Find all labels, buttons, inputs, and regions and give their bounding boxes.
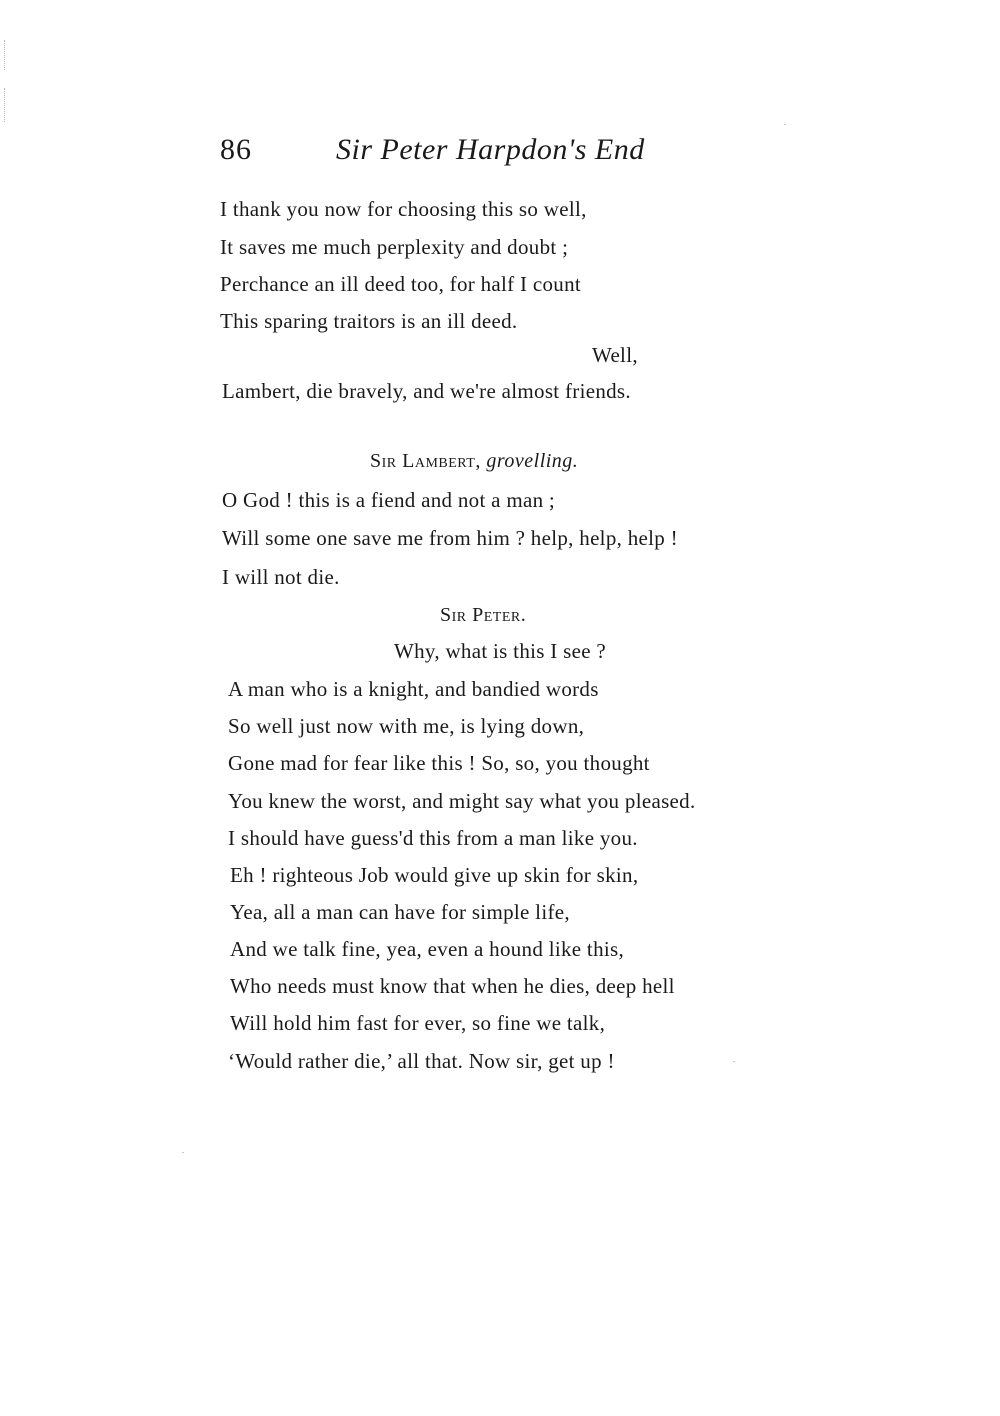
scan-speck	[182, 1152, 184, 1153]
scan-speck	[784, 124, 786, 125]
verse-line: Well,	[592, 343, 638, 367]
verse-line: ‘Would rather die,’ all that. Now sir, get up !	[228, 1049, 615, 1073]
page-header	[220, 133, 680, 177]
margin-scan-mark	[4, 88, 6, 122]
verse-line: Who needs must know that when he dies, deep hell	[230, 974, 675, 998]
verse-line: A man who is a knight, and bandied words	[228, 677, 599, 701]
speaker-name: Sir Peter.	[440, 604, 527, 626]
verse-line: Lambert, die bravely, and we're almost friends.	[222, 379, 631, 403]
verse-line: Will hold him fast for ever, so fine we talk,	[230, 1011, 606, 1035]
stage-direction: grovelling.	[486, 450, 579, 472]
verse-line: Gone mad for fear like this ! So, so, you thought	[228, 751, 650, 775]
speaker-heading	[440, 604, 526, 627]
verse-line: It saves me much perplexity and doubt ;	[220, 235, 569, 259]
verse-line: I should have guess'd this from a man like you.	[228, 826, 638, 850]
verse-line: Why, what is this I see ?	[394, 639, 607, 663]
running-title: Sir Peter Harpdon's End	[336, 133, 645, 166]
scan-speck	[733, 1061, 735, 1062]
verse-line: Eh ! righteous Job would give up skin for skin,	[230, 863, 639, 887]
page-number: 86	[220, 133, 252, 166]
speaker-heading	[370, 450, 578, 473]
verse-line: You knew the worst, and might say what you pleased.	[228, 789, 696, 813]
verse-line: Yea, all a man can have for simple life,	[230, 900, 570, 924]
verse-line: I will not die.	[222, 565, 340, 589]
verse-line: This sparing traitors is an ill deed.	[220, 309, 518, 333]
verse-line: O God ! this is a fiend and not a man ;	[222, 488, 556, 512]
verse-line: So well just now with me, is lying down,	[228, 714, 585, 738]
speaker-name: Sir Lambert,	[370, 450, 481, 472]
verse-line: Will some one save me from him ? help, help, help !	[222, 526, 678, 550]
verse-line: And we talk fine, yea, even a hound like this,	[230, 937, 625, 961]
verse-line: Perchance an ill deed too, for half I count	[220, 272, 582, 296]
margin-scan-mark	[4, 40, 6, 70]
verse-line: I thank you now for choosing this so well,	[220, 197, 587, 221]
